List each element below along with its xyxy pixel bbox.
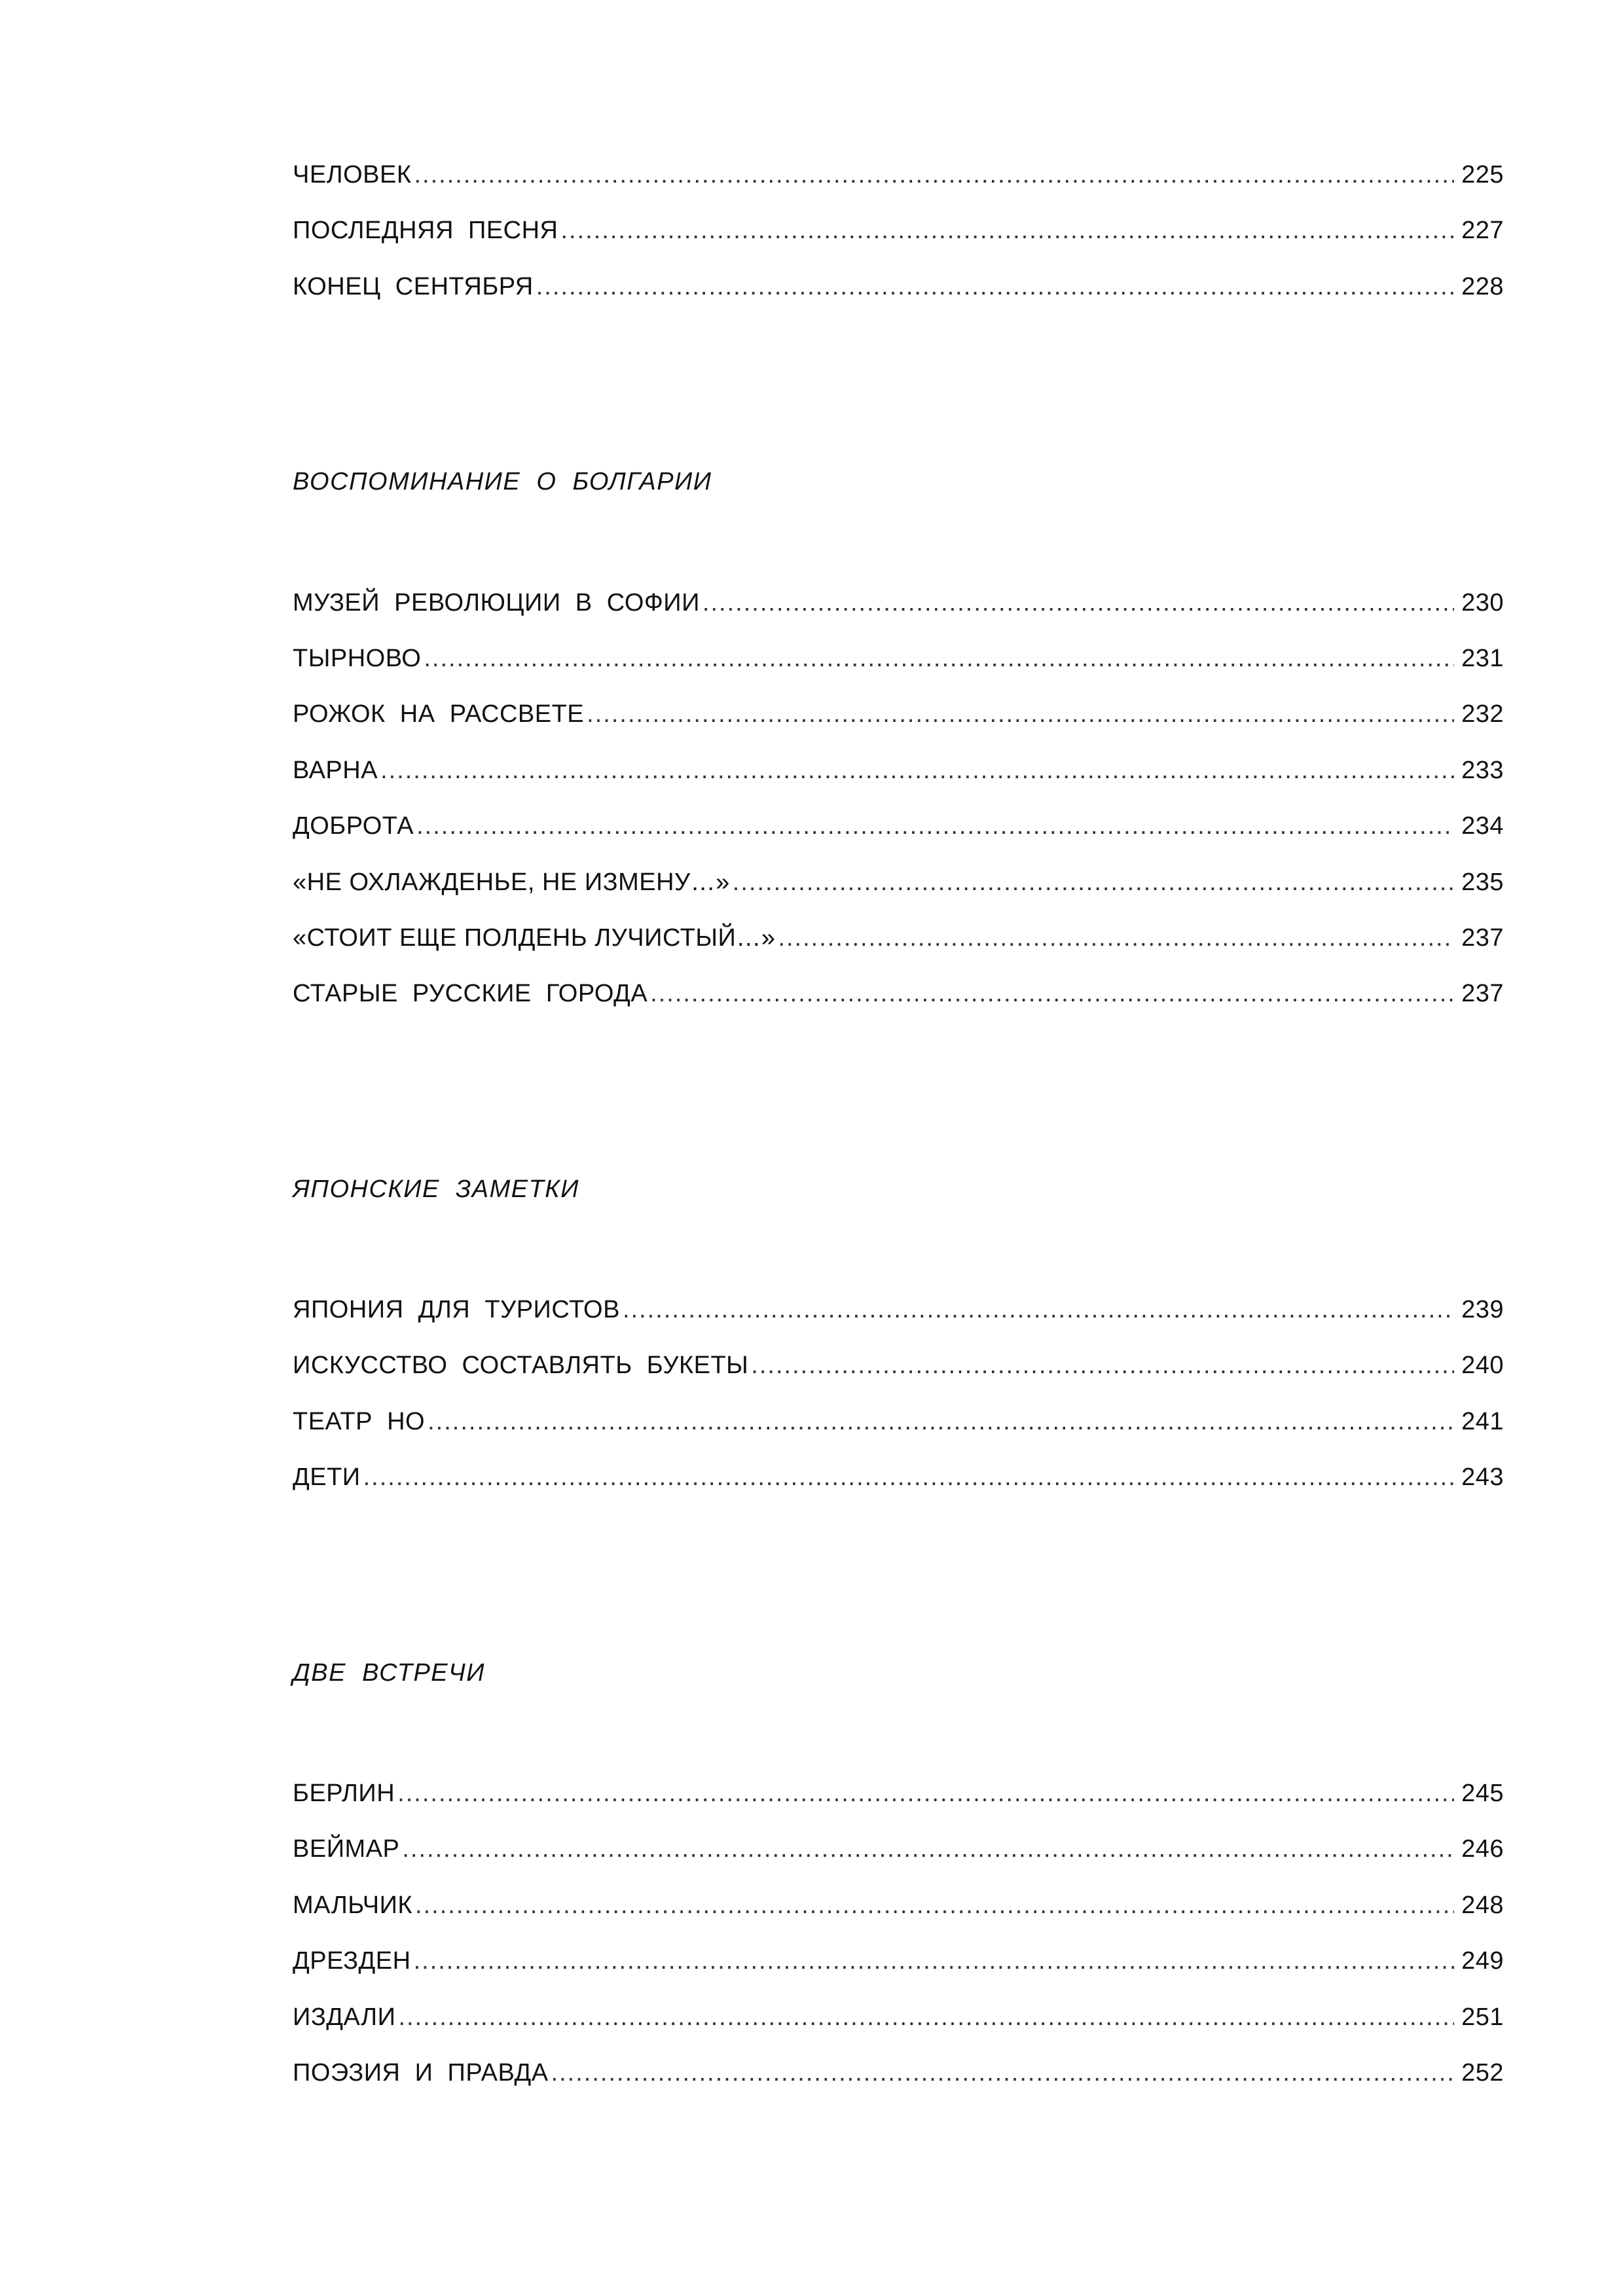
dot-leader (363, 1450, 1454, 1505)
dot-leader (415, 1878, 1454, 1933)
toc-entry-title: КОНЕЦ СЕНТЯБРЯ (293, 272, 534, 300)
toc-entry[interactable] (293, 1394, 1504, 1450)
toc-entry-title: ДЕТИ (293, 1463, 361, 1492)
toc-entry[interactable] (293, 743, 1504, 798)
toc-entry-page: 243 (1461, 1463, 1504, 1492)
toc-entry-title: ДОБРОТА (293, 812, 414, 840)
dot-leader (402, 1821, 1454, 1877)
toc-entry[interactable] (293, 1821, 1504, 1877)
toc-entry-title: МАЛЬЧИК (293, 1891, 413, 1919)
toc-entry-page: 240 (1461, 1352, 1504, 1380)
toc-entry-title: ПОЭЗИЯ И ПРАВДА (293, 2058, 549, 2087)
toc-entry-page: 230 (1461, 588, 1504, 617)
toc-entry-page: 245 (1461, 1780, 1504, 1808)
toc-entry-title: ТЕАТР НО (293, 1407, 426, 1435)
toc-entry-page: 237 (1461, 924, 1504, 952)
toc-entry-page: 237 (1461, 980, 1504, 1008)
dot-leader (416, 798, 1454, 854)
dot-leader (380, 743, 1454, 798)
toc-entry[interactable] (293, 687, 1504, 742)
toc-entry-title: ЯПОНИЯ ДЛЯ ТУРИСТОВ (293, 1296, 620, 1324)
toc-entry-title: ПОСЛЕДНЯЯ ПЕСНЯ (293, 217, 558, 245)
dot-leader (778, 910, 1454, 966)
toc-entry[interactable] (293, 798, 1504, 854)
section-heading-bulgaria: ВОСПОМИНАНИЕ О БОЛГАРИИ (293, 468, 712, 496)
toc-entry[interactable] (293, 1338, 1504, 1393)
toc-entry-title: ДРЕЗДЕН (293, 1947, 411, 1975)
dot-leader (398, 1990, 1454, 2045)
toc-entry[interactable] (293, 1282, 1504, 1338)
dot-leader (587, 687, 1454, 742)
toc-entry-title: ИСКУССТВО СОСТАВЛЯТЬ БУКЕТЫ (293, 1352, 749, 1380)
toc-entry-page: 239 (1461, 1296, 1504, 1324)
toc-entry-page: 241 (1461, 1407, 1504, 1435)
dot-leader (536, 259, 1454, 315)
dot-leader (650, 966, 1454, 1022)
toc-entry[interactable] (293, 910, 1504, 966)
dot-leader (561, 203, 1455, 259)
toc-entry[interactable] (293, 1933, 1504, 1989)
section-heading-japan: ЯПОНСКИЕ ЗАМЕТКИ (293, 1175, 579, 1203)
toc-entry-title: «СТОИТ ЕЩЕ ПОЛДЕНЬ ЛУЧИСТЫЙ…» (293, 924, 776, 952)
dot-leader (428, 1394, 1454, 1450)
toc-entry[interactable] (293, 203, 1504, 259)
toc-entry[interactable] (293, 1990, 1504, 2045)
toc-entry-page: 235 (1461, 868, 1504, 896)
toc-entry-title: БЕРЛИН (293, 1780, 395, 1808)
toc-entry[interactable] (293, 1450, 1504, 1505)
toc-entry-title: ИЗДАЛИ (293, 2003, 396, 2031)
toc-entry[interactable] (293, 631, 1504, 687)
dot-leader (414, 147, 1455, 203)
dot-leader (751, 1338, 1454, 1393)
toc-entry-title: СТАРЫЕ РУССКИЕ ГОРОДА (293, 980, 648, 1008)
dot-leader (424, 631, 1454, 687)
toc-entry-page: 248 (1461, 1891, 1504, 1919)
toc-entry[interactable] (293, 1878, 1504, 1933)
toc-entry[interactable] (293, 966, 1504, 1022)
section-heading-two-meetings: ДВЕ ВСТРЕЧИ (293, 1659, 485, 1687)
dot-leader (733, 855, 1454, 910)
toc-entry[interactable] (293, 575, 1504, 631)
toc-entry-page: 234 (1461, 812, 1504, 840)
toc-entry-title: ЧЕЛОВЕК (293, 161, 412, 188)
toc-entry[interactable] (293, 2045, 1504, 2101)
dot-leader (397, 1766, 1454, 1821)
toc-entry-page: 228 (1461, 272, 1504, 300)
toc-entry-page: 249 (1461, 1947, 1504, 1975)
dot-leader (702, 575, 1454, 631)
toc-entry-page: 252 (1461, 2058, 1504, 2087)
toc-entry-title: ТЫРНОВО (293, 644, 422, 672)
toc-entry-title: МУЗЕЙ РЕВОЛЮЦИИ В СОФИИ (293, 588, 700, 617)
toc-entry-page: 251 (1461, 2003, 1504, 2031)
toc-entry[interactable] (293, 259, 1504, 315)
toc-entry-title: РОЖОК НА РАССВЕТЕ (293, 700, 585, 728)
dot-leader (623, 1282, 1454, 1338)
toc-entry-page: 246 (1461, 1835, 1504, 1863)
toc-entry[interactable] (293, 147, 1504, 203)
toc-entry-title: «НЕ ОХЛАЖДЕНЬЕ, НЕ ИЗМЕНУ…» (293, 868, 730, 896)
toc-entry-page: 231 (1461, 644, 1504, 672)
dot-leader (414, 1933, 1454, 1989)
toc-entry-page: 232 (1461, 700, 1504, 728)
toc-entry-page: 227 (1461, 217, 1504, 245)
toc-entry[interactable] (293, 855, 1504, 910)
toc-entry-title: ВАРНА (293, 756, 378, 784)
table-of-contents (293, 147, 1504, 2101)
toc-entry-title: ВЕЙМАР (293, 1835, 400, 1863)
toc-entry-page: 233 (1461, 756, 1504, 784)
toc-entry-page: 225 (1461, 161, 1504, 188)
dot-leader (551, 2045, 1454, 2101)
toc-entry[interactable] (293, 1766, 1504, 1821)
